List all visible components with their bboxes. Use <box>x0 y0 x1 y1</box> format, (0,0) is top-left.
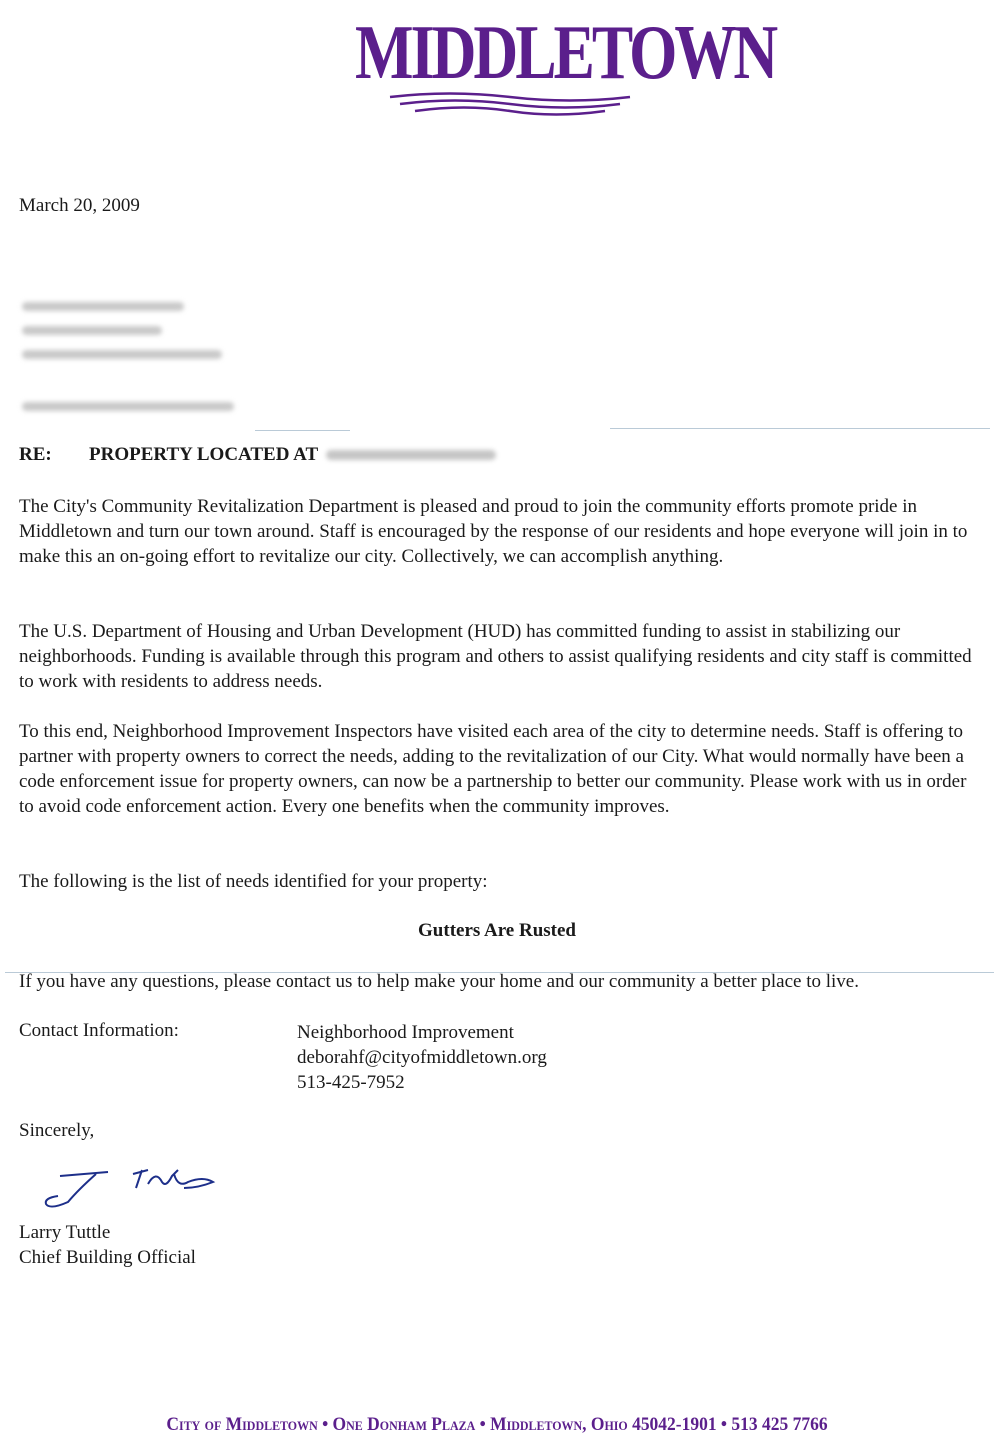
contact-label: Contact Information: <box>19 1020 179 1041</box>
paragraph-needs-intro: The following is the list of needs identified for your property: <box>19 871 488 892</box>
logo-waves-icon <box>385 92 635 116</box>
logo-wordmark: MIDDLETOWN <box>355 10 776 96</box>
contact-block <box>297 1020 547 1095</box>
redacted-property-address <box>326 450 496 460</box>
paragraph-inspectors: To this end, Neighborhood Improvement Inspectors have visited each area of the city to determine needs. Staff is offering to partner with property owners to correct the needs, adding to the revitalization of our City. What would normally have been a code enforcement issue for property owners, can now be a partnership to better our community. Please work with us in order to avoid code enforcement action. Every one benefits when the community improves. <box>19 721 967 817</box>
city-logo <box>355 8 776 116</box>
signer-block <box>19 1220 196 1270</box>
contact-department: Neighborhood Improvement <box>297 1022 514 1043</box>
need-item: Gutters Are Rusted <box>418 920 576 941</box>
paragraph-intro: The City's Community Revitalization Department is pleased and proud to join the community efforts promote pride in Middletown and turn our town around. Staff is encouraged by the response of our residents and hope everyone will join in to make this an on-going effort to revitalize our city. Collectively, we can accomplish anything. <box>19 496 968 567</box>
re-label: RE: <box>19 444 52 465</box>
scan-artifact-line <box>610 428 990 429</box>
redacted-address <box>22 302 222 374</box>
letterhead-footer: City of Middletown • One Donham Plaza • Middletown, Ohio 45042-1901 • 513 425 7766 <box>166 1414 828 1435</box>
redacted-salutation <box>22 402 234 426</box>
signer-name: Larry Tuttle <box>19 1222 111 1243</box>
re-subject: PROPERTY LOCATED AT <box>89 444 319 465</box>
paragraph-hud: The U.S. Department of Housing and Urban Development (HUD) has committed funding to assist in stabilizing our neighborhoods. Funding is available through this program and others to assist qualifying residents and city staff is committed to work with residents to address needs. <box>19 621 972 692</box>
questions-line: If you have any questions, please contact us to help make your home and our community a better place to live. <box>19 971 859 992</box>
contact-email: deborahf@cityofmiddletown.org <box>297 1047 547 1068</box>
signer-title: Chief Building Official <box>19 1247 196 1268</box>
subject-line <box>19 444 496 466</box>
closing: Sincerely, <box>19 1120 95 1141</box>
contact-phone: 513-425-7952 <box>297 1072 405 1093</box>
scan-artifact-line <box>255 430 350 431</box>
handwritten-signature <box>38 1162 218 1212</box>
letter-date: March 20, 2009 <box>19 195 140 216</box>
